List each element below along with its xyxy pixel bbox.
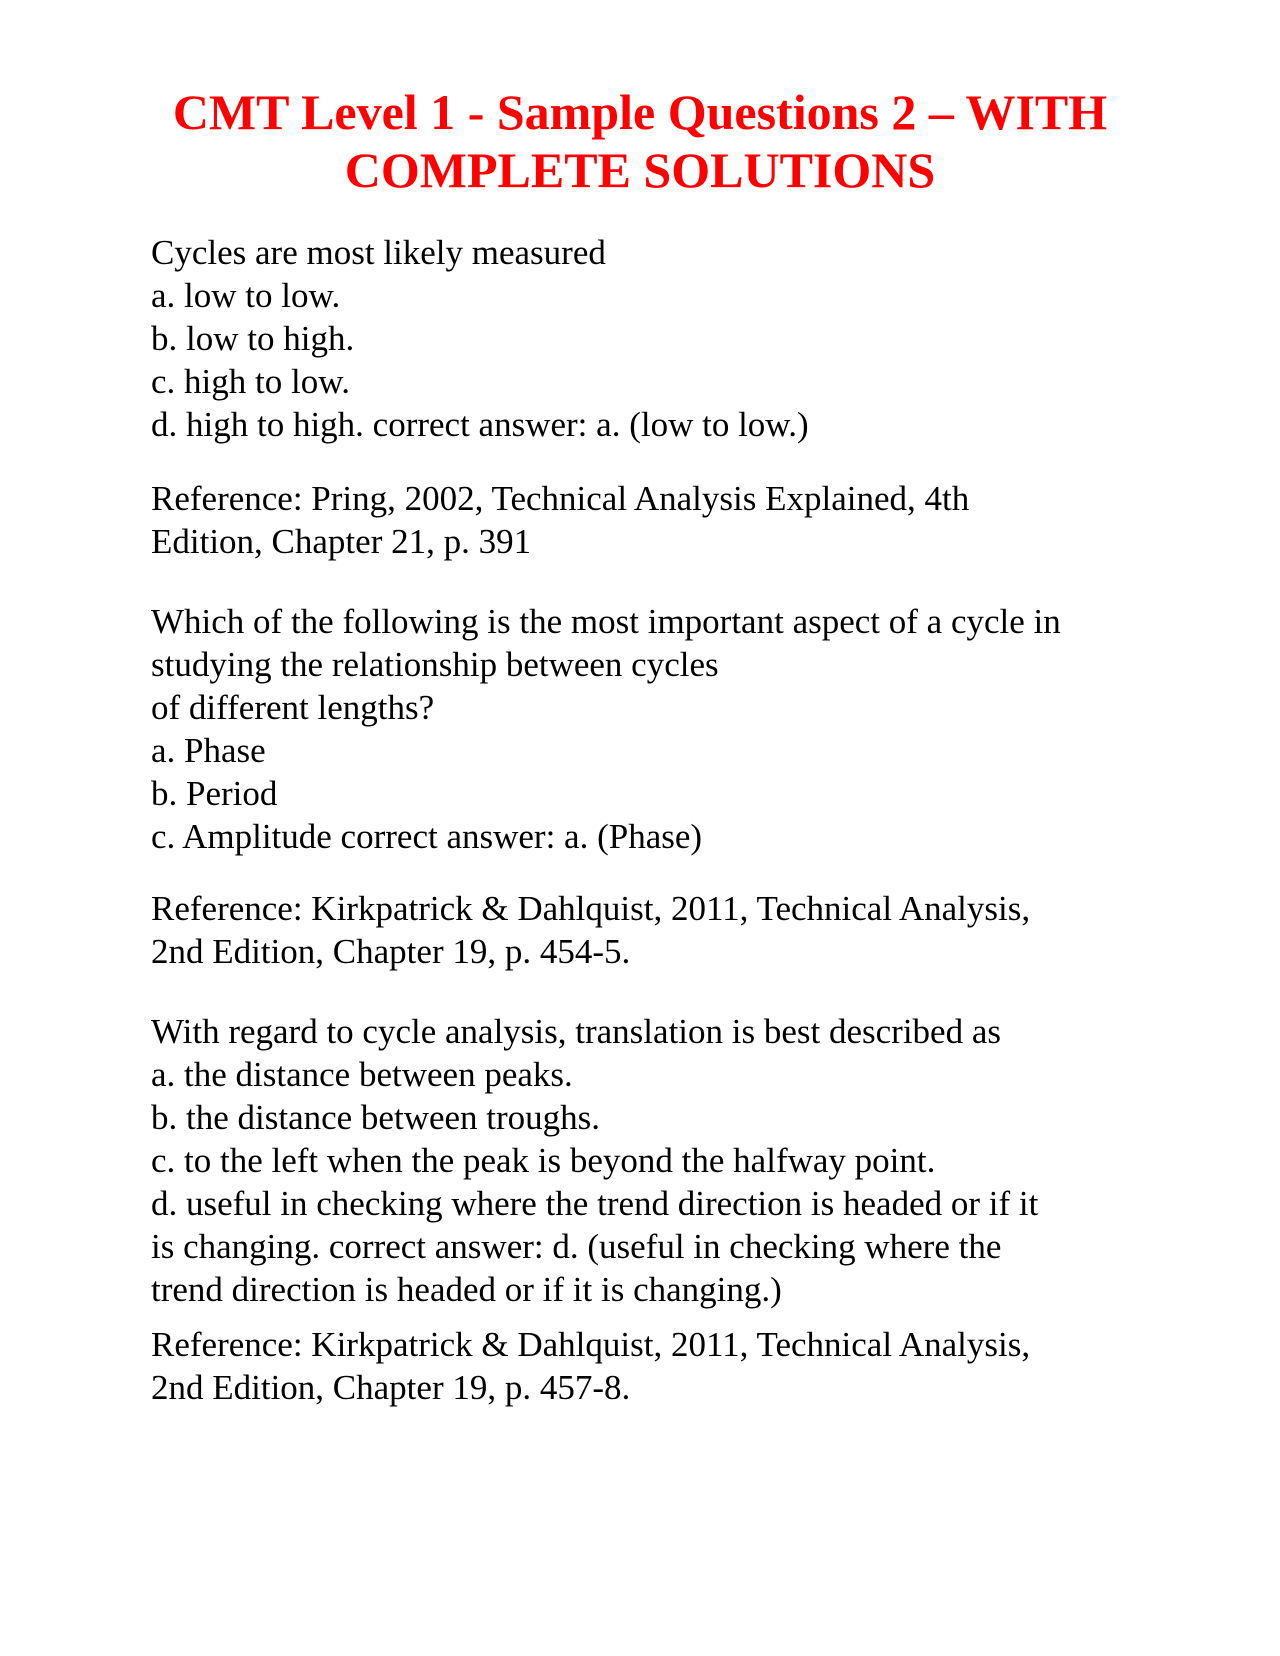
reference-line: 2nd Edition, Chapter 19, p. 457-8.: [151, 1368, 631, 1407]
reference-line: Reference: Pring, 2002, Technical Analysis Explained, 4th: [151, 479, 970, 518]
question-2-option-a: a. Phase: [151, 731, 266, 770]
question-3-stem: With regard to cycle analysis, translation is best described as: [151, 1012, 1001, 1051]
question-2-stem-line-2: studying the relationship between cycles: [151, 645, 719, 684]
question-2-option-b: b. Period: [151, 774, 278, 813]
question-3-option-d-continued: is changing. correct answer: d. (useful in checking where the: [151, 1227, 1002, 1266]
question-3-reference: [151, 1323, 1151, 1409]
question-1-reference: [151, 477, 1151, 563]
question-1-option-d-answer: d. high to high. correct answer: a. (low to low.): [151, 405, 809, 444]
question-3: [151, 1010, 1151, 1311]
reference-line: Edition, Chapter 21, p. 391: [151, 522, 532, 561]
reference-line: Reference: Kirkpatrick & Dahlquist, 2011, Technical Analysis,: [151, 889, 1031, 928]
question-3-option-c: c. to the left when the peak is beyond the halfway point.: [151, 1141, 936, 1180]
question-2-stem-line-1: Which of the following is the most important aspect of a cycle in: [151, 602, 1061, 641]
title-line-1: CMT Level 1 - Sample Questions 2 – WITH: [172, 84, 1108, 140]
title-line-2: COMPLETE SOLUTIONS: [344, 142, 936, 198]
question-3-option-a: a. the distance between peaks.: [151, 1055, 573, 1094]
reference-line: Reference: Kirkpatrick & Dahlquist, 2011, Technical Analysis,: [151, 1325, 1031, 1364]
question-3-option-d: d. useful in checking where the trend direction is headed or if it: [151, 1184, 1039, 1223]
question-2-stem-line-3: of different lengths?: [151, 688, 435, 727]
question-3-answer-continued: trend direction is headed or if it is changing.): [151, 1270, 782, 1309]
question-3-option-b: b. the distance between troughs.: [151, 1098, 601, 1137]
question-1-option-c: c. high to low.: [151, 362, 350, 401]
question-1-stem: Cycles are most likely measured: [151, 233, 606, 272]
question-1: [151, 231, 1151, 446]
question-1-option-b: b. low to high.: [151, 319, 355, 358]
document-title: [150, 83, 1130, 199]
question-2: [151, 600, 1151, 858]
question-2-option-c-answer: c. Amplitude correct answer: a. (Phase): [151, 817, 703, 856]
question-1-option-a: a. low to low.: [151, 276, 341, 315]
reference-line: 2nd Edition, Chapter 19, p. 454-5.: [151, 932, 631, 971]
question-2-reference: [151, 887, 1151, 973]
